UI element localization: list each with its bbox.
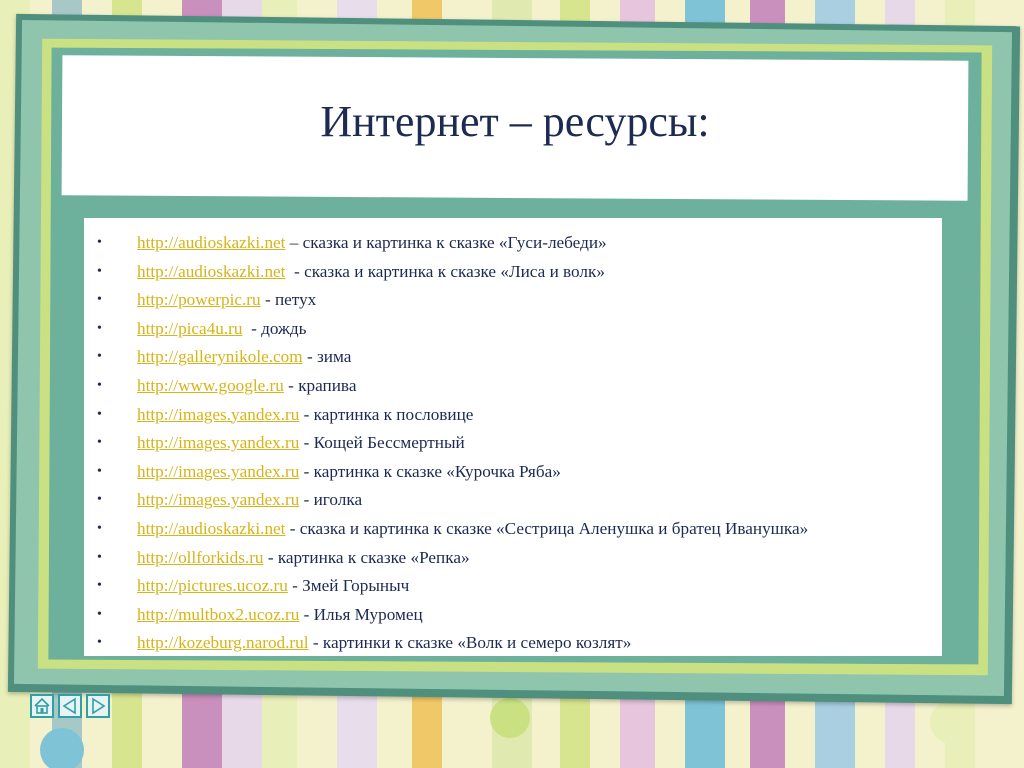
bullet: • bbox=[97, 320, 102, 336]
bullet: • bbox=[97, 635, 102, 651]
bullet: • bbox=[97, 377, 102, 393]
resource-link[interactable]: http://images.yandex.ru bbox=[137, 461, 300, 481]
resource-link[interactable]: http://kozeburg.narod.rul bbox=[137, 633, 309, 653]
slide-title: Интернет – ресурсы: bbox=[320, 97, 710, 146]
resource-link[interactable]: http://images.yandex.ru bbox=[137, 433, 300, 453]
resource-link[interactable]: http://www.google.ru bbox=[137, 375, 284, 395]
bullet: • bbox=[97, 520, 102, 536]
resource-description: - иголка bbox=[299, 490, 363, 510]
resource-description: - Илья Муромец bbox=[299, 604, 423, 624]
resource-description: - зима bbox=[302, 347, 352, 367]
resource-item bbox=[97, 286, 937, 315]
previous-slide-button[interactable] bbox=[58, 694, 82, 718]
bullet: • bbox=[97, 349, 102, 365]
resource-link[interactable]: http://audioskazki.net bbox=[137, 518, 286, 538]
resource-description: - картинка к пословице bbox=[299, 404, 474, 424]
home-icon bbox=[33, 697, 51, 715]
resource-description: - картинка к сказке «Репка» bbox=[263, 547, 470, 567]
resource-description: - картинка к сказке «Курочка Ряба» bbox=[299, 461, 561, 481]
resource-item bbox=[97, 515, 937, 544]
bullet: • bbox=[97, 435, 102, 451]
resource-item bbox=[97, 629, 937, 658]
resource-link[interactable]: http://pictures.ucoz.ru bbox=[137, 576, 288, 596]
resource-description: - крапива bbox=[283, 375, 357, 395]
next-arrow-icon bbox=[89, 697, 107, 715]
resource-item bbox=[97, 486, 937, 515]
resource-link[interactable]: http://images.yandex.ru bbox=[137, 404, 300, 424]
bullet: • bbox=[97, 463, 102, 479]
resource-list bbox=[97, 229, 937, 658]
resource-item bbox=[97, 572, 937, 601]
resource-link[interactable]: http://gallerynikole.com bbox=[137, 347, 303, 367]
bullet: • bbox=[97, 606, 102, 622]
resource-item bbox=[97, 429, 937, 458]
resource-link[interactable]: http://ollforkids.ru bbox=[137, 547, 264, 567]
resource-description: – сказка и картинка к сказке «Гуси-лебеди» bbox=[285, 233, 607, 252]
resource-item bbox=[97, 458, 937, 487]
slide-navigation bbox=[30, 694, 110, 718]
bullet: • bbox=[97, 578, 102, 594]
next-slide-button[interactable] bbox=[86, 694, 110, 718]
resource-link[interactable]: http://powerpic.ru bbox=[137, 290, 261, 310]
resource-description: - петух bbox=[260, 290, 317, 310]
bullet: • bbox=[97, 235, 102, 250]
resource-item bbox=[97, 258, 937, 287]
resource-link[interactable]: http://images.yandex.ru bbox=[137, 490, 300, 510]
resource-item bbox=[97, 544, 937, 573]
resource-description: - дождь bbox=[242, 318, 307, 338]
resource-item bbox=[97, 315, 937, 344]
previous-arrow-icon bbox=[61, 697, 79, 715]
resource-description: - картинки к сказке «Волк и семеро козлят» bbox=[308, 633, 632, 653]
resource-link[interactable]: http://audioskazki.net bbox=[137, 233, 286, 252]
bullet: • bbox=[97, 292, 102, 308]
resource-link[interactable]: http://multbox2.ucoz.ru bbox=[137, 604, 300, 624]
bullet: • bbox=[97, 492, 102, 508]
resource-description: - Змей Горыныч bbox=[287, 576, 410, 596]
resource-item bbox=[97, 372, 937, 401]
resource-item bbox=[97, 343, 937, 372]
resource-item bbox=[97, 601, 937, 630]
resource-link[interactable]: http://audioskazki.net bbox=[137, 261, 286, 281]
resource-description: - Кощей Бессмертный bbox=[299, 433, 465, 453]
resource-item bbox=[97, 401, 937, 430]
bullet: • bbox=[97, 549, 102, 565]
resource-link[interactable]: http://pica4u.ru bbox=[137, 318, 243, 338]
resource-item bbox=[97, 229, 937, 258]
bullet: • bbox=[97, 406, 102, 422]
bullet: • bbox=[97, 263, 102, 279]
resource-description: - сказка и картинка к сказке «Сестрица Аленушка и братец Иванушка» bbox=[285, 518, 809, 538]
resource-description: - сказка и картинка к сказке «Лиса и волк» bbox=[285, 261, 605, 281]
home-button[interactable] bbox=[30, 694, 54, 718]
